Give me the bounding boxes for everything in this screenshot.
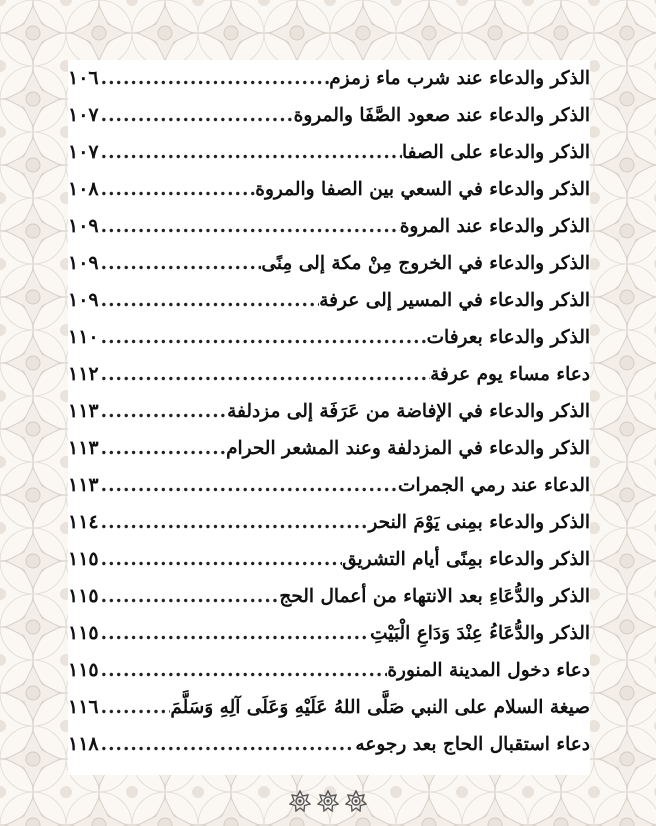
toc-entry-title: الذكر والدعاء في السعي بين الصفا والمروة bbox=[255, 179, 590, 200]
toc-entry[interactable] bbox=[68, 689, 590, 726]
toc-entry[interactable] bbox=[68, 60, 590, 97]
toc-entry-page: ١١٥ bbox=[68, 585, 99, 607]
toc-entry[interactable] bbox=[68, 430, 590, 467]
dot-leader bbox=[99, 171, 256, 208]
toc-entry-page: ١٠٩ bbox=[68, 252, 99, 274]
rosette-icon bbox=[317, 790, 339, 812]
toc-entry-page: ١٠٨ bbox=[68, 178, 99, 200]
toc-entry-title: الذكر والدعاء عند صعود الصَّفَا والمروة bbox=[293, 105, 590, 126]
toc-entry-title: الذكر والدعاء في المسير إلى عرفة bbox=[319, 290, 590, 311]
toc-entry-title: الذكر والدعاء بمِنى يَوْمَ النحر bbox=[368, 512, 590, 533]
toc-entry[interactable] bbox=[68, 504, 590, 541]
dot-leader bbox=[99, 615, 371, 652]
dot-leader bbox=[99, 282, 320, 319]
toc-entry-title: الذكر والدُّعَاءِ بعد الانتهاء من أعمال الحج bbox=[279, 586, 590, 607]
toc-entry[interactable] bbox=[68, 208, 590, 245]
dot-leader bbox=[99, 726, 356, 763]
toc-entry-title: الذكر والدعاء عند شرب ماء زمزم bbox=[329, 68, 590, 89]
dot-leader bbox=[99, 134, 402, 171]
toc-entry[interactable] bbox=[68, 467, 590, 504]
toc-entry[interactable] bbox=[68, 245, 590, 282]
dot-leader bbox=[99, 245, 262, 282]
toc-entry-page: ١١٣ bbox=[68, 437, 99, 459]
toc-entry-page: ١١٣ bbox=[68, 474, 99, 496]
toc-entry[interactable] bbox=[68, 726, 590, 763]
toc-entry-title: دعاء دخول المدينة المنورة bbox=[387, 660, 590, 681]
toc-entry[interactable] bbox=[68, 615, 590, 652]
dot-leader bbox=[99, 504, 369, 541]
toc-entry[interactable] bbox=[68, 393, 590, 430]
toc-entry-page: ١١٥ bbox=[68, 548, 99, 570]
toc-entry-page: ١٠٧ bbox=[68, 104, 99, 126]
dot-leader bbox=[99, 467, 398, 504]
dot-leader bbox=[99, 578, 280, 615]
toc-entry-page: ١١٥ bbox=[68, 659, 99, 681]
toc-entry[interactable] bbox=[68, 578, 590, 615]
toc-list bbox=[68, 60, 590, 763]
toc-entry-title: الذكر والدعاء بعرفات bbox=[426, 327, 590, 348]
dot-leader bbox=[99, 97, 294, 134]
dot-leader bbox=[99, 689, 171, 726]
toc-entry-title: الذكر والدعاء بمِنًى أيام التشريق bbox=[342, 549, 590, 570]
toc-entry[interactable] bbox=[68, 282, 590, 319]
toc-entry-page: ١١٠ bbox=[68, 326, 99, 348]
toc-entry-page: ١١٤ bbox=[68, 511, 99, 533]
toc-entry-page: ١١٥ bbox=[68, 622, 99, 644]
dot-leader bbox=[99, 319, 427, 356]
toc-entry-page: ١١٨ bbox=[68, 733, 99, 755]
toc-entry-page: ١٠٩ bbox=[68, 289, 99, 311]
toc-entry-title: الذكر والدعاء في الإفاضة من عَرَفَة إلى مزدلفة bbox=[227, 401, 590, 422]
toc-entry-page: ١١٣ bbox=[68, 400, 99, 422]
toc-entry[interactable] bbox=[68, 134, 590, 171]
toc-entry-page: ١٠٩ bbox=[68, 215, 99, 237]
toc-entry-title: الدعاء عند رمي الجمرات bbox=[398, 475, 590, 496]
toc-entry-title: الذكر والدعاء في الخروج مِنْ مكة إلى مِنًى bbox=[261, 253, 590, 274]
toc-entry-title: دعاء مساء يوم عرفة bbox=[430, 364, 590, 385]
toc-entry-title: الذكر والدعاء على الصفا bbox=[401, 142, 590, 163]
toc-entry-title: الذكر والدعاء عند المروة bbox=[399, 216, 590, 237]
toc-entry-title: دعاء استقبال الحاج بعد رجوعه bbox=[355, 734, 590, 755]
dot-leader bbox=[99, 652, 388, 689]
footer-ornaments bbox=[0, 790, 656, 812]
toc-entry[interactable] bbox=[68, 97, 590, 134]
toc-entry[interactable] bbox=[68, 319, 590, 356]
toc-entry-page: ١٠٧ bbox=[68, 141, 99, 163]
dot-leader bbox=[99, 208, 400, 245]
rosette-icon bbox=[289, 790, 311, 812]
dot-leader bbox=[99, 393, 227, 430]
toc-entry[interactable] bbox=[68, 356, 590, 393]
toc-entry-page: ١٠٦ bbox=[68, 67, 99, 89]
dot-leader bbox=[99, 60, 330, 97]
toc-entry-page: ١١٦ bbox=[68, 696, 99, 718]
toc-entry[interactable] bbox=[68, 652, 590, 689]
rosette-icon bbox=[345, 790, 367, 812]
toc-entry[interactable] bbox=[68, 541, 590, 578]
dot-leader bbox=[99, 430, 226, 467]
toc-entry-page: ١١٢ bbox=[68, 363, 99, 385]
toc-entry-title: صيغة السلام على النبي صَلَّى اللهُ عَلَيْهِ وَعَلَى آلِهِ وَسَلَّمَ bbox=[170, 697, 590, 718]
table-of-contents-panel bbox=[68, 60, 590, 775]
toc-entry-title: الذكر والدُّعَاءُ عِنْدَ وَدَاعِ الْبَيْتِ bbox=[370, 623, 590, 644]
dot-leader bbox=[99, 541, 342, 578]
dot-leader bbox=[99, 356, 431, 393]
toc-entry-title: الذكر والدعاء في المزدلفة وعند المشعر الحرام bbox=[226, 438, 590, 459]
toc-entry[interactable] bbox=[68, 171, 590, 208]
